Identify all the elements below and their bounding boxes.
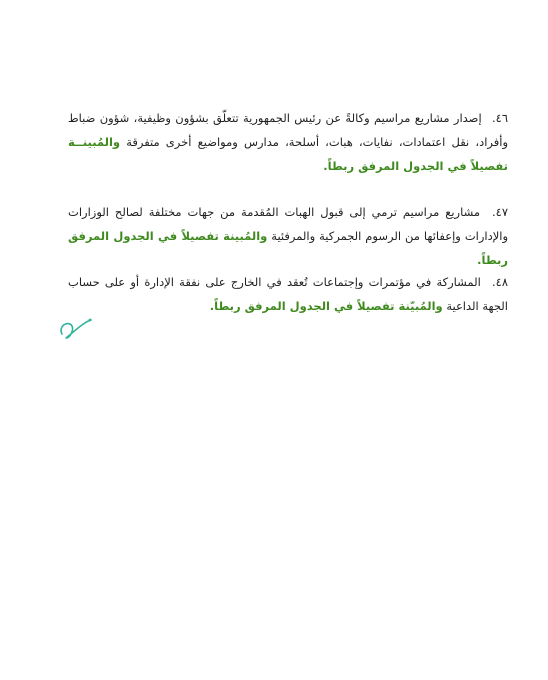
agenda-item-47 [68, 200, 508, 272]
item-number: ٤٦. [492, 111, 509, 125]
item-text: مشاريع مراسيم ترمي إلى قبول الهبات المُقدمة من جهات مختلفة لصالح الوزارات والإدارات وإعفائها من الرسوم الجمركية والمرفئية [68, 205, 509, 243]
item-highlight: والمُبيّنة تفصيلاً في الجدول المرفق ربطاً. [209, 299, 443, 313]
agenda-item-46 [68, 106, 508, 178]
agenda-item-48 [68, 270, 508, 318]
signature-mark [54, 312, 94, 342]
item-highlight: والمُبينــة تفصيلاً في الجدول المرفق ربطاً. [68, 135, 508, 173]
item-number: ٤٨. [492, 275, 509, 289]
item-text: المشاركة في مؤتمرات وإجتماعات تُعقد في الخارج على نفقة الإدارة أو على حساب الجهة الداعية [68, 275, 508, 313]
item-highlight: والمُبينة تفصيلاً في الجدول المرفق ربطاً. [68, 229, 508, 267]
item-text: إصدار مشاريع مراسيم وكالةً عن رئيس الجمهورية تتعلّق بشؤون وظيفية، شؤون ضباط وأفراد، نقل اعتمادات، نفايات، هبات، أسلحة، مدارس ومواضيع أخرى متفرقة [68, 111, 508, 149]
item-number: ٤٧. [491, 205, 508, 219]
